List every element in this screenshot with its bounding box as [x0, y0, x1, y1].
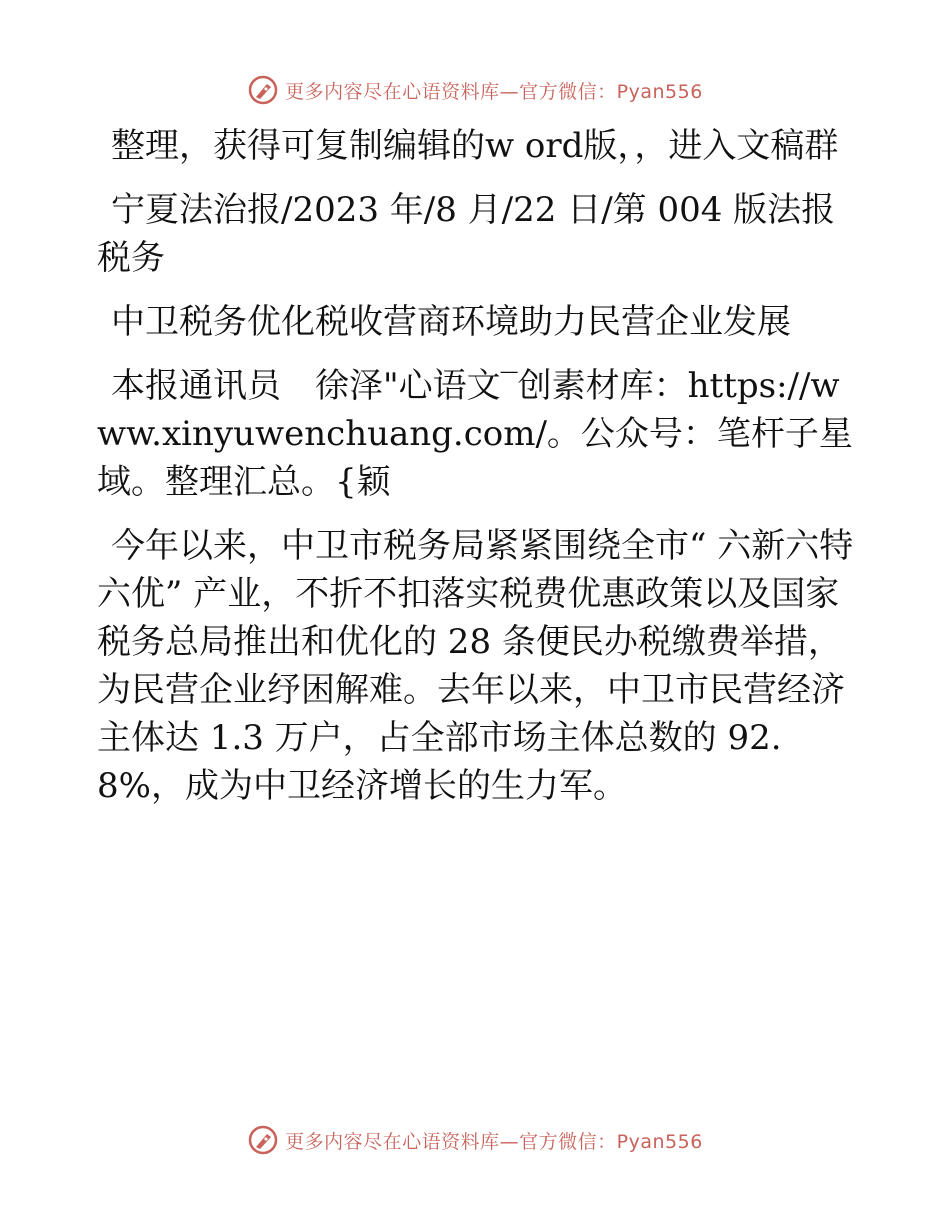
banner-separator: — — [499, 80, 520, 103]
banner-title: 更多内容尽在心语资料库 — [285, 80, 500, 103]
article-title: 中卫税务优化税收营商环境助力民营企业发展 — [111, 302, 791, 342]
banner-separator: — — [499, 1130, 520, 1153]
paragraph-intro: 整理，获得可复制编辑的w ord版，，进入文稿群 — [111, 126, 839, 166]
paragraph-byline: 本报通讯员 徐泽"心语文‾创素材库：https://www.xinyuwenchuang.com/。公众号：笔杆子星域。整理汇总。{颖 — [97, 366, 853, 502]
pen-nib-logo-icon — [247, 1124, 279, 1156]
banner-text — [285, 77, 703, 104]
footer-banner — [0, 1120, 950, 1160]
banner-suffix: 官方微信：Pyan556 — [519, 1130, 703, 1153]
banner-suffix: 官方微信：Pyan556 — [519, 80, 703, 103]
paragraph-source: 宁夏法治报/2023 年/8 月/22 日/第 004 版法报税务 — [97, 190, 836, 278]
paragraph-body: 今年以来，中卫市税务局紧紧围绕全市“ 六新六特六优” 产业，不折不扣落实税费优惠政策以及国家税务总局推出和优化的 28 条便民办税缴费举措，为民营企业纾困解难。去年以来，中卫市民营经济主体达 1.3 万户，占全部市场主体总数的 92.8%，成为中卫经济增长的生力军。 — [97, 526, 854, 806]
header-banner — [0, 70, 950, 110]
pen-nib-logo-icon — [247, 74, 279, 106]
banner-title: 更多内容尽在心语资料库 — [285, 1130, 500, 1153]
document-body — [97, 122, 857, 810]
banner-text — [285, 1127, 703, 1154]
